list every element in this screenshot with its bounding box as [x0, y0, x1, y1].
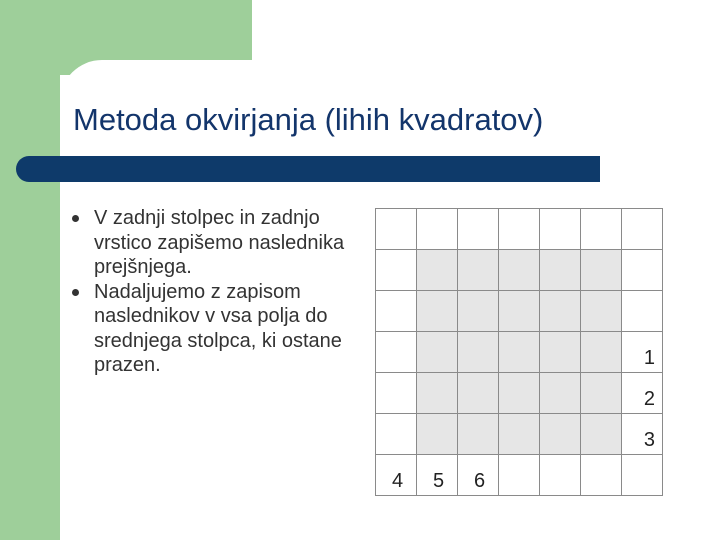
- grid-cell: [580, 413, 622, 455]
- grid-cell: [416, 208, 458, 250]
- grid-cell-number: 2: [643, 388, 655, 410]
- grid-cell: [539, 413, 581, 455]
- grid-cell: [580, 208, 622, 250]
- grid-cell: [621, 413, 663, 455]
- grid-cell: [457, 372, 499, 414]
- grid-cell: [621, 249, 663, 291]
- grid-cell: [580, 454, 622, 496]
- grid-cell: [498, 290, 540, 332]
- grid-cell: [457, 208, 499, 250]
- grid-cell: [580, 290, 622, 332]
- grid-cell: [580, 249, 622, 291]
- grid-cell: [375, 454, 417, 496]
- grid-cell: [498, 413, 540, 455]
- grid-cell: [457, 249, 499, 291]
- bullet-text: Nadaljujemo z zapisom naslednikov v vsa polja do srednjega stolpca, ki ostane prazen.: [94, 280, 342, 376]
- grid-cell-number: 6: [474, 470, 486, 492]
- grid-cell: [539, 249, 581, 291]
- grid-cell: [416, 454, 458, 496]
- grid-cell-number: 3: [643, 429, 655, 451]
- grid-cell: [457, 331, 499, 373]
- grid-cell-number: 1: [643, 347, 655, 369]
- bullet-dot-icon: [72, 289, 79, 296]
- grid-cell: [539, 331, 581, 373]
- bullet-item: [72, 280, 372, 378]
- grid-cell: [621, 331, 663, 373]
- grid-cell: [621, 290, 663, 332]
- grid-cell: [580, 331, 622, 373]
- grid-cell: [375, 249, 417, 291]
- grid-cell: [375, 372, 417, 414]
- bullet-dot-icon: [72, 215, 79, 222]
- grid-cell: [539, 454, 581, 496]
- grid-cell: [416, 290, 458, 332]
- grid-cell: [621, 208, 663, 250]
- title-underline-bar: [16, 156, 600, 182]
- grid-cell: [621, 454, 663, 496]
- grid-cell: [375, 413, 417, 455]
- grid-cell: [457, 413, 499, 455]
- grid-cell: [457, 290, 499, 332]
- bullet-text: V zadnji stolpec in zadnjo vrstico zapišemo naslednika prejšnjega.: [94, 207, 345, 278]
- green-accent-left: [0, 0, 60, 540]
- slide-title: Metoda okvirjanja (lihih kvadratov): [73, 102, 544, 137]
- grid-cell: [457, 454, 499, 496]
- bullet-list: [72, 206, 372, 378]
- grid-cell: [539, 208, 581, 250]
- grid-cell: [498, 208, 540, 250]
- grid-cell: [375, 331, 417, 373]
- grid-cell: [375, 208, 417, 250]
- grid-cell: [416, 413, 458, 455]
- grid-cell: [498, 372, 540, 414]
- grid-cell: [416, 249, 458, 291]
- grid-cell: [416, 372, 458, 414]
- grid-cell: [498, 249, 540, 291]
- grid-cell: [498, 454, 540, 496]
- bullet-item: [72, 206, 372, 280]
- grid-cell: [375, 290, 417, 332]
- grid-cell: [621, 372, 663, 414]
- grid-cell-number: 4: [392, 470, 404, 492]
- grid-cell-number: 5: [433, 470, 445, 492]
- grid-cell: [539, 372, 581, 414]
- grid-cell: [416, 331, 458, 373]
- grid-cell: [498, 331, 540, 373]
- grid-cell: [539, 290, 581, 332]
- grid-cell: [580, 372, 622, 414]
